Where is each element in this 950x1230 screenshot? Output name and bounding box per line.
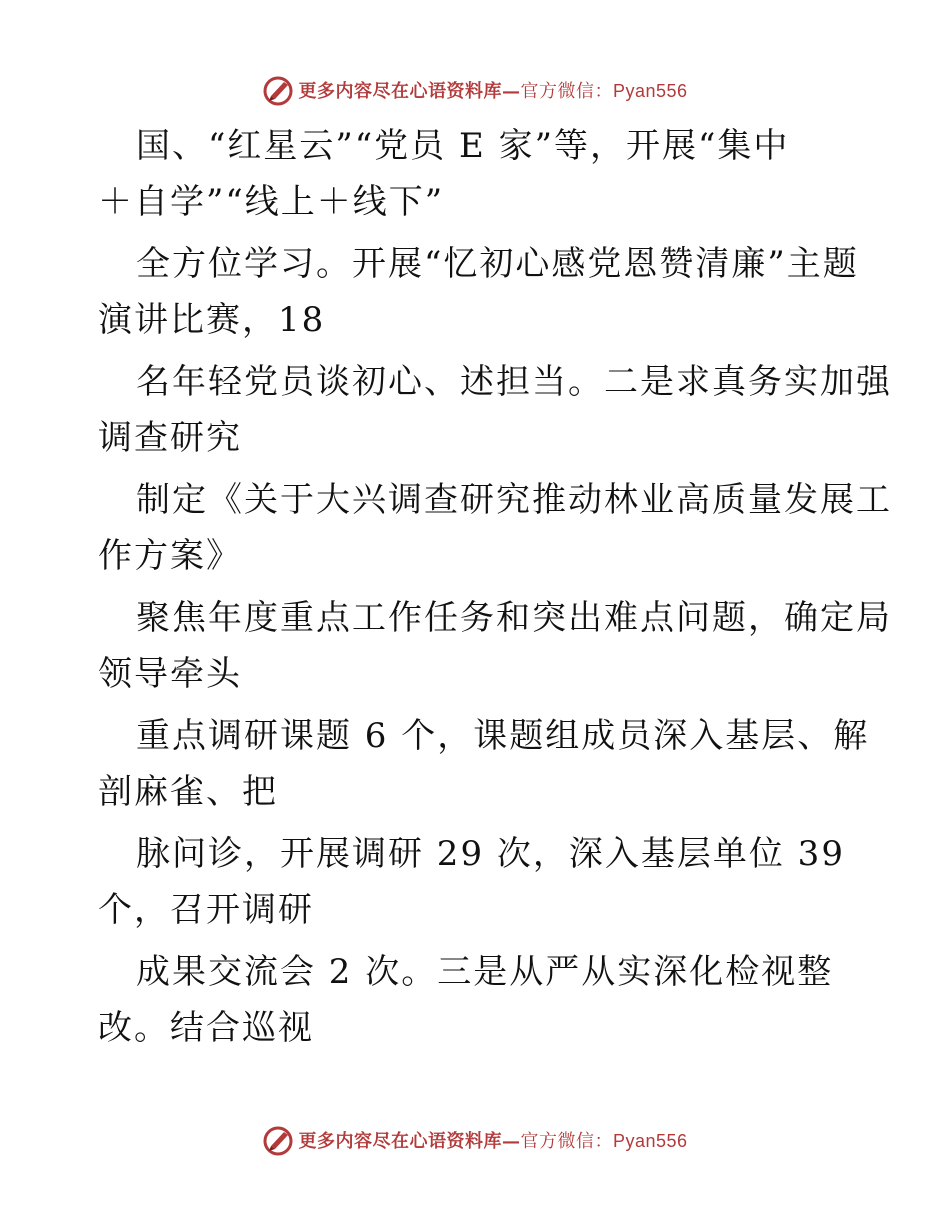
footer-banner bbox=[0, 1120, 950, 1160]
paragraph-3-first-line: 名年轻党员谈初心、述担当。二是求真务实加强 bbox=[136, 362, 892, 402]
pen-circle-logo-icon bbox=[262, 74, 294, 106]
paragraph-4-continuation: 作方案》 bbox=[98, 536, 242, 576]
paragraph-7-continuation: 个，召开调研 bbox=[98, 890, 314, 930]
banner-title: 更多内容尽在心语资料库 bbox=[298, 81, 502, 102]
paragraph-2-continuation: 演讲比赛，18 bbox=[98, 300, 326, 340]
banner-message bbox=[298, 77, 687, 103]
paragraph-2-first-line: 全方位学习。开展“忆初心感党恩赞清廉”主题 bbox=[136, 244, 859, 284]
banner-dash: — bbox=[501, 1131, 521, 1152]
pen-circle-logo-icon bbox=[262, 1124, 294, 1156]
paragraph-5-continuation: 领导牵头 bbox=[98, 654, 242, 694]
paragraph-8-continuation: 改。结合巡视 bbox=[98, 1008, 314, 1048]
banner-title: 更多内容尽在心语资料库 bbox=[298, 1131, 502, 1152]
paragraph-8-first-line: 成果交流会 2 次。三是从严从实深化检视整 bbox=[136, 952, 834, 992]
banner-dash: — bbox=[501, 81, 521, 102]
paragraph-3-continuation: 调查研究 bbox=[98, 418, 242, 458]
paragraph-5-first-line: 聚焦年度重点工作任务和突出难点问题，确定局 bbox=[136, 598, 892, 638]
banner-message bbox=[298, 1127, 687, 1153]
paragraph-6-first-line: 重点调研课题 6 个，课题组成员深入基层、解 bbox=[136, 716, 870, 756]
paragraph-1-first-line: 国、“红星云”“党员 E 家”等，开展“集中 bbox=[136, 126, 790, 166]
banner-contact: 官方微信：Pyan556 bbox=[520, 1131, 688, 1151]
header-banner bbox=[0, 70, 950, 110]
paragraph-4-first-line: 制定《关于大兴调查研究推动林业高质量发展工 bbox=[136, 480, 892, 520]
paragraph-6-continuation: 剖麻雀、把 bbox=[98, 772, 278, 812]
paragraph-7-first-line: 脉问诊，开展调研 29 次，深入基层单位 39 bbox=[136, 834, 845, 874]
banner-contact: 官方微信：Pyan556 bbox=[520, 81, 688, 101]
paragraph-1-continuation: ＋自学”“线上＋线下” bbox=[98, 182, 445, 222]
